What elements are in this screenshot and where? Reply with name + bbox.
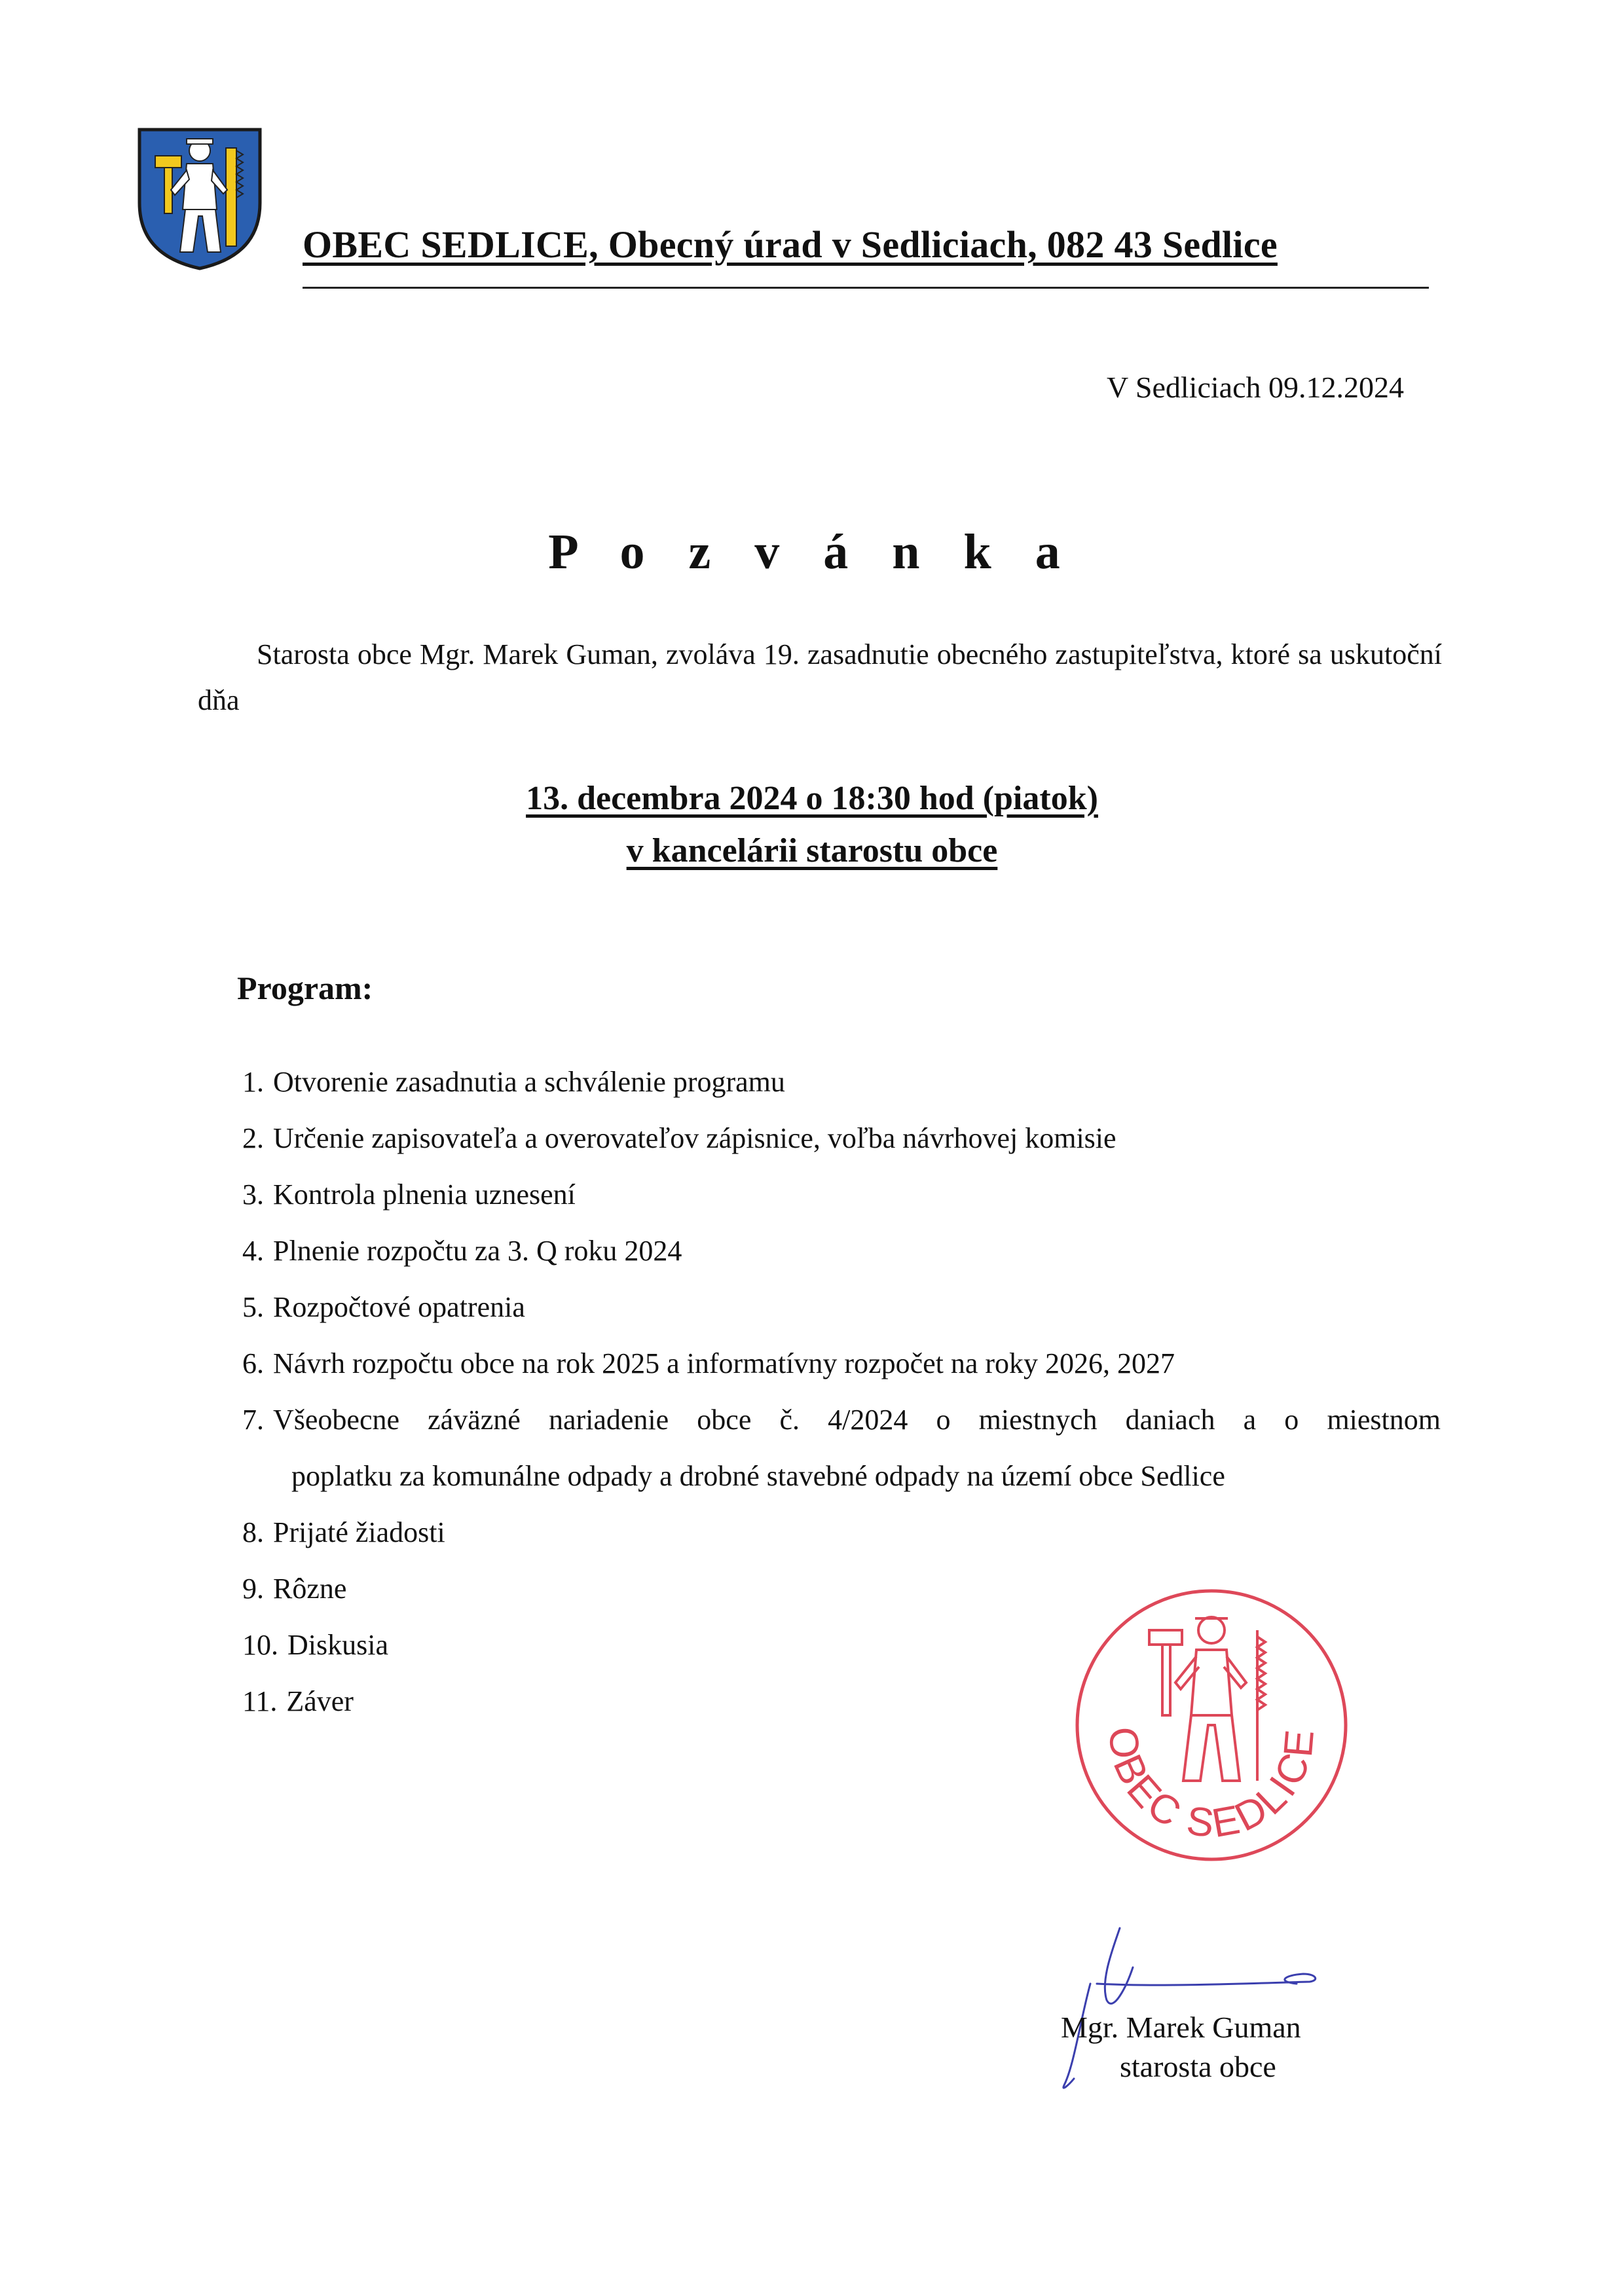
item-number: 7. [242,1404,264,1436]
item-text: Záver [286,1685,354,1717]
program-item [242,1504,1441,1561]
item-number: 10. [242,1629,278,1661]
program-item [242,1167,1441,1223]
item-number: 8. [242,1516,264,1548]
signer-name: Mgr. Marek Guman [1061,2011,1301,2044]
item-text: Všeobecne záväzné nariadenie obce č. 4/2024 o miestnych daniach a o miestnom [273,1404,1441,1436]
program-item [242,1279,1441,1336]
item-number: 4. [242,1235,264,1267]
item-number: 3. [242,1178,264,1211]
program-item [242,1110,1441,1167]
item-text: Diskusia [287,1629,388,1661]
item-number: 9. [242,1573,264,1605]
meeting-details [0,773,1624,877]
program-item [242,1392,1441,1504]
item-text-continuation: poplatku za komunálne odpady a drobné stavebné odpady na území obce Sedlice [291,1460,1225,1492]
meeting-place: v kancelárii starostu obce [626,832,998,869]
item-text: Prijaté žiadosti [273,1516,445,1548]
item-first-line [242,1392,1441,1448]
item-text: Otvorenie zasadnutia a schválenie programu [273,1066,785,1098]
item-text: Rôzne [273,1573,347,1605]
item-number: 11. [242,1685,278,1717]
item-text: Určenie zapisovateľa a overovateľov zápisnice, voľba návrhovej komisie [273,1122,1116,1154]
item-number: 1. [242,1066,264,1098]
program-item [242,1336,1441,1392]
intro-paragraph: Starosta obce Mgr. Marek Guman, zvoláva 19. zasadnutie obecného zastupiteľstva, ktoré sa uskutoční dňa [198,638,1442,716]
meeting-datetime: 13. decembra 2024 o 18:30 hod (piatok) [526,780,1098,817]
item-number: 5. [242,1291,264,1323]
item-text: Plnenie rozpočtu za 3. Q roku 2024 [273,1235,682,1267]
stamp-text: OBEC SEDLICE [1099,1724,1323,1847]
municipality-header: OBEC SEDLICE, Obecný úrad v Sedliciach, 082 43 Sedlice [303,223,1278,266]
program-item [242,1054,1441,1110]
item-text: Návrh rozpočtu obce na rok 2025 a informatívny rozpočet na roky 2026, 2027 [273,1347,1175,1379]
place-and-date: V Sedliciach 09.12.2024 [1107,371,1404,404]
program-heading: Program: [237,970,373,1006]
municipal-seal-icon [1071,1584,1352,1866]
item-text: Rozpočtové opatrenia [273,1291,525,1323]
document-title: P o z v á n k a [548,524,1076,579]
coat-of-arms-icon [134,124,265,272]
item-text: Kontrola plnenia uznesení [273,1178,576,1211]
item-number: 2. [242,1122,264,1154]
program-item [242,1223,1441,1279]
item-number: 6. [242,1347,264,1379]
header-divider [303,287,1429,289]
signer-role: starosta obce [1120,2050,1276,2083]
svg-text:OBEC SEDLICE [1099,1724,1323,1846]
